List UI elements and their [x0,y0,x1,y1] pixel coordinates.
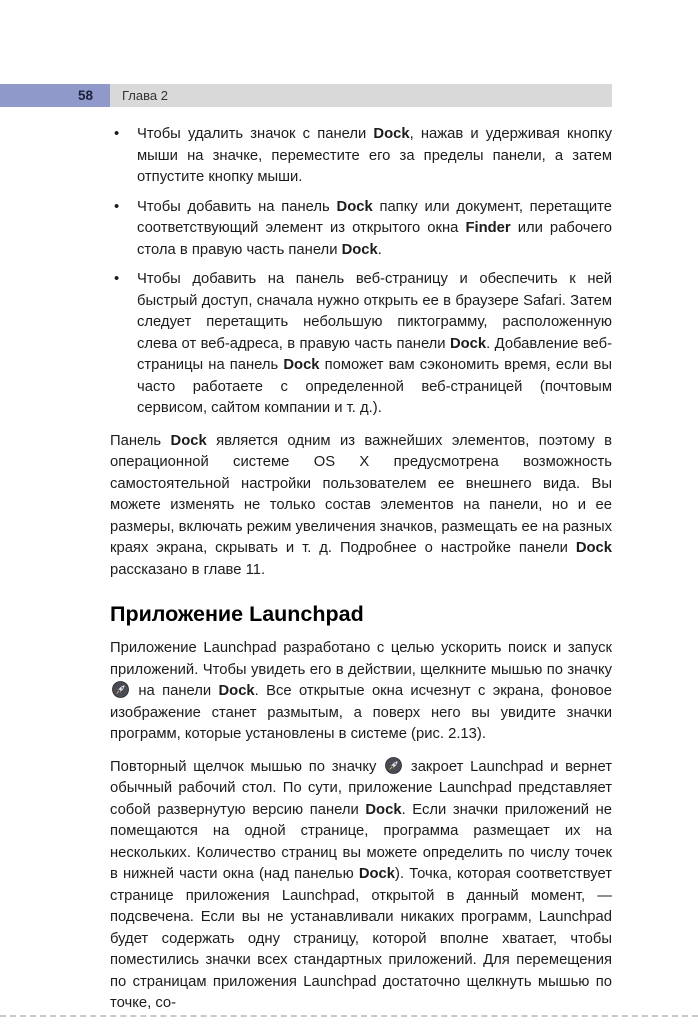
bullet-list [110,124,612,420]
bullet-text [137,269,612,420]
paragraph [110,431,612,582]
text-run: Приложение Launchpad разработано с целью ускорить поиск и запуск приложений. Чтобы увидеть его в действии, щелкните мышью по значку [110,640,612,678]
text-run: Повторный щелчок мышью по значку [110,758,384,775]
page-bottom-divider [0,1015,698,1017]
bold-term: Dock [365,801,402,818]
text-run: Панель [110,432,171,449]
page-content [110,124,612,1015]
text-run: является одним из важнейших элементов, поэтому в операционной системе OS X предусмотрена возможность самостоятельной настройки пользователем ее внешнего вида. Вы можете изменять не только состав элементов на панели, но и ее размеры, включать режим увеличения значков, размещать ее на разных краях экрана, скрывать и т. д. Подробнее о настройке панели [110,432,612,556]
bold-term: Dock [373,126,410,142]
text-run: Чтобы добавить на панель веб-страницу и обеспечить к ней быстрый доступ, сначала нужно открыть ее в браузере Safari. Затем следует перетащить небольшую пиктограмму, расположенную слева от веб-адреса, в правую часть панели [137,271,612,352]
page-header [0,84,612,107]
text-run: закроет Launchpad и вернет обычный рабочий стол. По сути, приложение Launchpad представляет собой развернутую версию панели [110,758,612,818]
text-run: поможет вам сэкономить время, если вы часто работаете с определенной веб-страницей (почтовым сервисом, сайтом компании и т. д.). [137,357,612,416]
bold-term: Dock [170,432,207,449]
bold-term: Dock [358,866,396,882]
text-run: . Все открытые окна исчезнут с экрана, фоновое изображение станет размытым, а поверх него вы увидите значки программ, которые установлены в системе (рис. 2.13). [110,683,612,742]
text-run: на панели [131,683,219,699]
section-heading: Приложение Launchpad [110,602,364,626]
bullet-item [110,124,612,189]
chapter-title: Глава 2 [110,84,612,107]
bullet-text [137,197,612,262]
text-run: , нажав и удерживая кнопку мыши на значке, переместите его за пределы панели, а затем отпустите кнопку мыши. [137,126,612,185]
bold-term: Dock [449,335,487,352]
paragraph [110,757,612,1015]
text-run: или рабочего стола в правую часть панели [137,220,612,258]
launchpad-icon [112,681,129,698]
page-number: 58 [0,84,110,107]
bold-term: Dock [341,241,378,258]
launchpad-icon [385,757,402,774]
bold-term: Dock [575,540,612,556]
bullet-marker: • [114,198,120,215]
bullet-item [110,269,612,420]
bold-term: Finder [465,220,511,236]
text-run: . Если значки приложений не помещаются на одной странице, программа размещает их на нескольких. Количество страниц вы можете определить по числу точек в нижней части окна (над панелью [110,801,612,882]
text-run: ). Точка, которая соответствует странице приложения Launchpad, открытой в данный момент, — подсвечена. Если вы не устанавливали никаких программ, Launchpad будет содержать одну страницу, которой вполне хватает, чтобы поместились значки всех стандартных приложений. Для перемещения по страницам приложения Launchpad достаточно щелкнуть мышью по точке, со- [110,866,612,1011]
text-run: рассказано в главе 11. [110,561,266,578]
bullet-item [110,197,612,262]
bold-term: Dock [283,357,320,373]
bold-term: Dock [218,683,255,699]
bullet-marker: • [114,271,120,287]
bullet-marker: • [114,126,120,142]
text-run: . Добавление веб-страницы на панель [137,335,612,373]
text-run: Чтобы удалить значок с панели [137,126,374,142]
bullet-text [137,124,612,189]
paragraph [110,638,612,746]
text-run: . [377,241,382,258]
text-run: папку или документ, перетащите соответствующий элемент из открытого окна [137,198,612,236]
bold-term: Dock [336,198,373,215]
text-run: Чтобы добавить на панель [137,198,337,215]
